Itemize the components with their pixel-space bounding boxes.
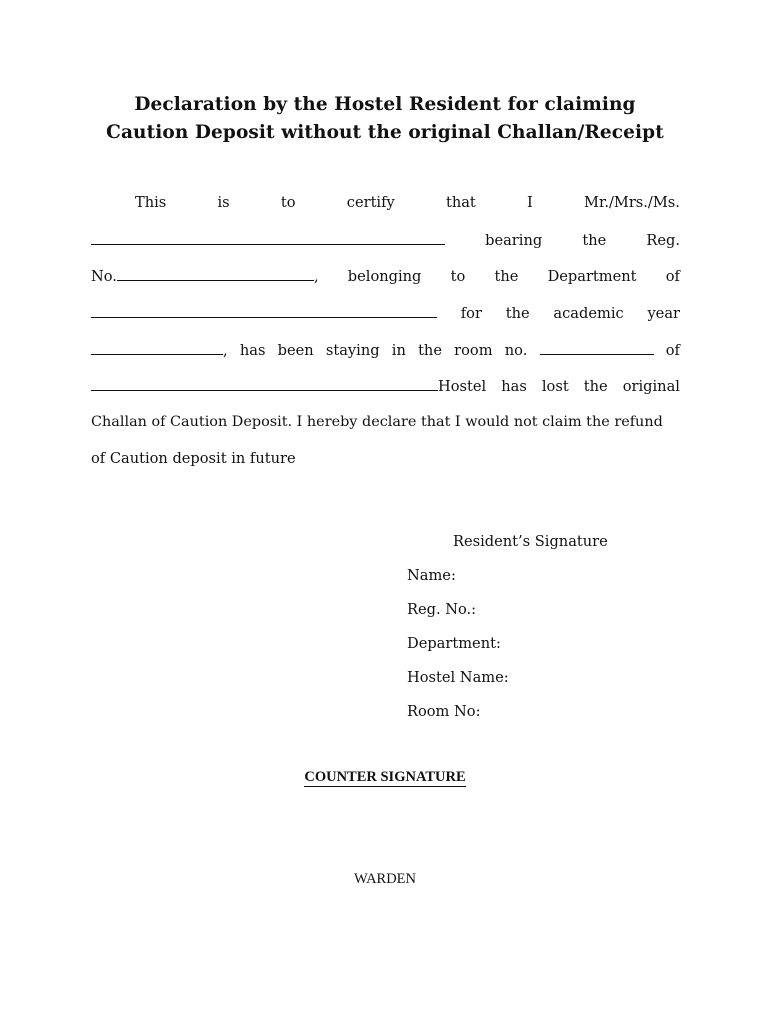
- comma: ,: [223, 342, 228, 359]
- word: the: [418, 342, 442, 359]
- name-label: Name:: [407, 567, 456, 584]
- word: of: [665, 342, 680, 359]
- academic-year-blank[interactable]: [91, 340, 223, 355]
- hostel-group: [91, 376, 486, 397]
- room-no-label: Room No:: [407, 703, 481, 720]
- department-blank[interactable]: [91, 303, 437, 318]
- word: for: [460, 305, 482, 322]
- word: lost: [541, 378, 569, 395]
- body-line-1: [91, 193, 680, 213]
- word: No.: [91, 268, 117, 285]
- word: has: [501, 378, 527, 395]
- word: to: [280, 194, 296, 211]
- reg-no-label: Reg. No.:: [407, 601, 477, 618]
- body-line-8: of Caution deposit in future: [91, 450, 296, 467]
- body-line-2: [91, 230, 680, 251]
- word: of: [665, 268, 680, 285]
- word: Department: [547, 268, 637, 285]
- counter-signature-text: COUNTER SIGNATURE: [304, 769, 466, 785]
- hostel-name-blank[interactable]: [91, 376, 438, 391]
- word: the: [505, 305, 530, 322]
- word: I: [527, 194, 533, 211]
- word: Reg.: [646, 232, 680, 249]
- residents-signature-label: Resident’s Signature: [453, 533, 608, 550]
- comma: ,: [313, 268, 319, 285]
- word: room: [454, 342, 493, 359]
- body-line-4: [91, 303, 680, 324]
- word: is: [217, 194, 230, 211]
- word: the: [494, 268, 519, 285]
- word: This: [135, 194, 167, 211]
- word: belonging: [347, 268, 422, 285]
- word: original: [622, 378, 680, 395]
- word: the: [583, 378, 608, 395]
- body-line-6: [91, 376, 680, 397]
- resident-name-blank[interactable]: [91, 230, 445, 245]
- word: in: [391, 342, 406, 359]
- word: Mr./Mrs./Ms.: [584, 194, 680, 211]
- word: year: [647, 305, 680, 322]
- word: to: [450, 268, 466, 285]
- word: staying: [325, 342, 380, 359]
- academic-year-group: [91, 340, 228, 361]
- body-line-5: [91, 340, 680, 361]
- department-label: Department:: [407, 635, 501, 652]
- word: academic: [553, 305, 624, 322]
- word: the: [582, 232, 607, 249]
- reg-no-group: [91, 266, 319, 287]
- word: that: [445, 194, 476, 211]
- word: has: [239, 342, 266, 359]
- room-no-blank[interactable]: [540, 340, 654, 355]
- form-title-line-2: Caution Deposit without the original Challan/Receipt: [106, 122, 664, 143]
- word: no.: [504, 342, 528, 359]
- body-line-3: [91, 266, 680, 287]
- word: bearing: [485, 232, 543, 249]
- warden-label: WARDEN: [353, 871, 417, 887]
- word: certify: [346, 194, 395, 211]
- word: Hostel: [438, 378, 487, 395]
- hostel-name-label: Hostel Name:: [407, 669, 509, 686]
- form-title-line-1: Declaration by the Hostel Resident for claiming: [134, 94, 636, 115]
- word: been: [277, 342, 314, 359]
- reg-no-blank[interactable]: [117, 266, 314, 281]
- body-line-7: Challan of Caution Deposit. I hereby declare that I would not claim the refund: [91, 414, 663, 430]
- counter-signature-heading: [0, 769, 770, 786]
